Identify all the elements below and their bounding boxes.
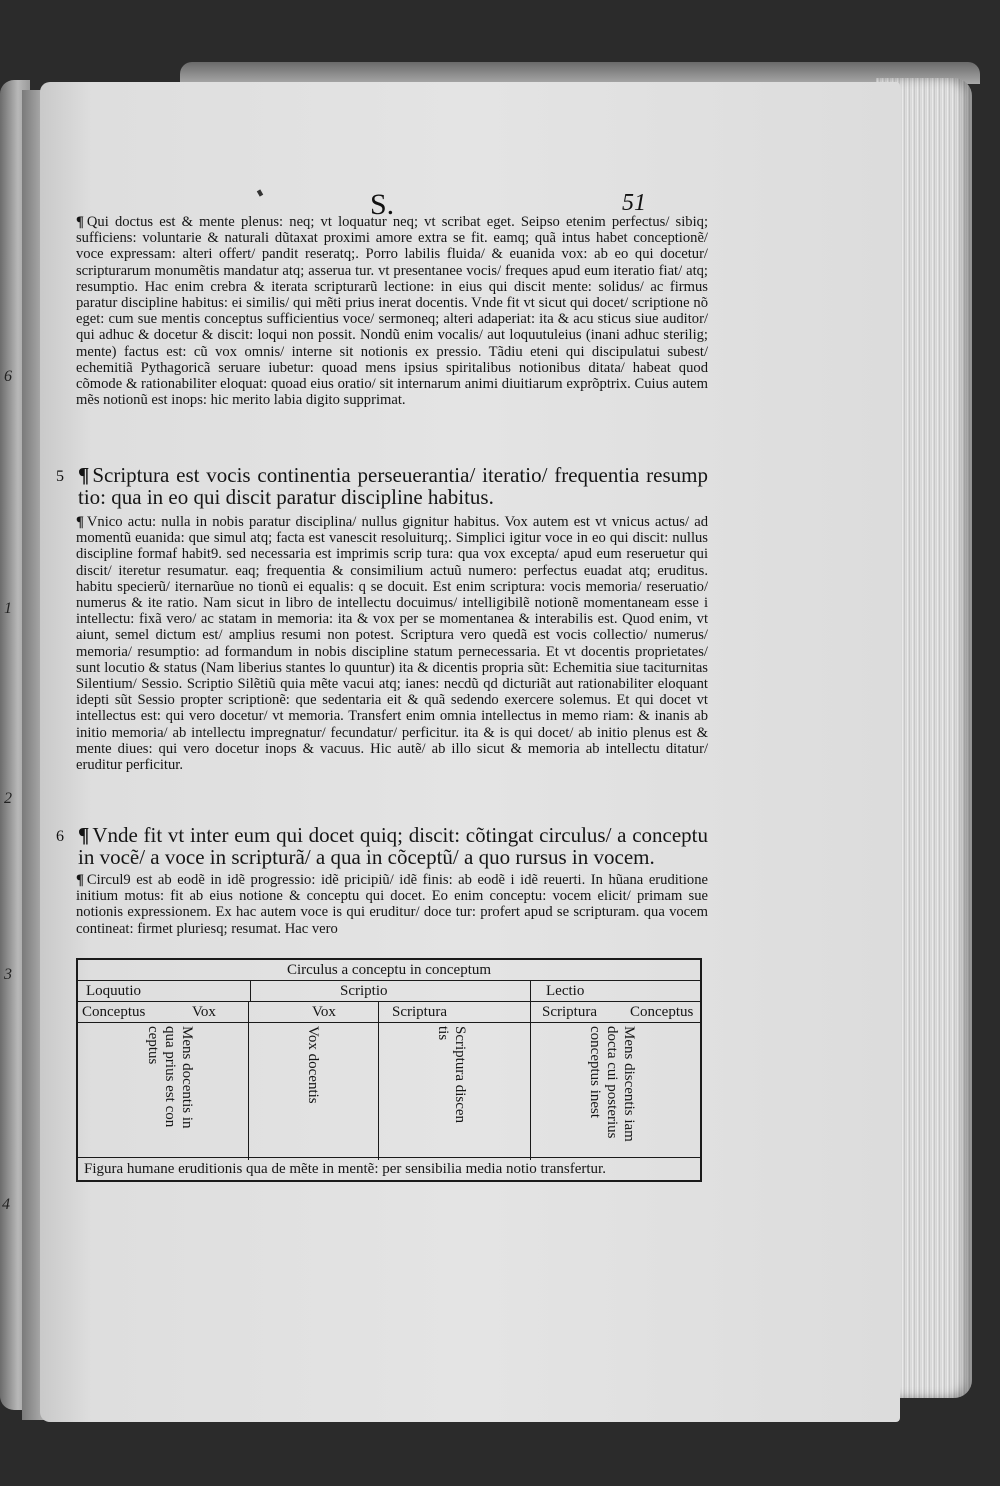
divider	[530, 1002, 531, 1160]
book-top-edge	[180, 62, 980, 84]
margin-number: 3	[4, 966, 12, 983]
paragraph-5	[76, 872, 708, 937]
paragraph-2-text: Scriptura est vocis continentia perseuerantia/ iteratio/ frequentia resump tio: qua in eo qui discit paratur discipline habitus.	[78, 463, 708, 509]
pilcrow-icon: ¶	[78, 463, 90, 487]
pilcrow-icon: ¶	[76, 872, 84, 888]
divider	[530, 981, 531, 1001]
margin-number: 2	[4, 790, 12, 807]
divider	[248, 1002, 249, 1160]
pilcrow-icon: ¶	[78, 823, 90, 847]
folio-number: 51	[622, 190, 646, 216]
group-scriptio: Scriptio	[340, 983, 388, 999]
paragraph-number: 5	[56, 468, 64, 485]
paragraph-4	[78, 824, 708, 868]
paragraph-1	[76, 214, 708, 408]
margin-number: 4	[2, 1196, 10, 1213]
running-head: S.	[370, 188, 395, 221]
vertical-text-mens-discentis: Mens discentis iam docta cui posterius conceptus inest	[587, 1026, 637, 1142]
column-vox: Vox	[192, 1004, 216, 1020]
pilcrow-icon: ¶	[76, 514, 84, 530]
figure-title: Circulus a conceptu in conceptum	[78, 960, 700, 981]
column-scriptura: Scriptura	[542, 1004, 597, 1020]
vertical-text-mens-docentis: Mens docentis in qua prius est con ceptus	[145, 1026, 195, 1129]
eruditio-circle-figure	[76, 958, 702, 1182]
paragraph-4-text: Vnde fit vt inter eum qui docet quiq; discit: cõtingat circulus/ a conceptu in vocẽ/ a voce in scripturã/ a qua in cõceptũ/ a quo rursus in vocem.	[78, 823, 708, 869]
column-conceptus: Conceptus	[82, 1004, 146, 1020]
figure-caption: Figura humane eruditionis qua de mẽte in mentẽ: per sensibilia media notio transfertur.	[78, 1157, 700, 1180]
paragraph-3-text: Vnico actu: nulla in nobis paratur disciplina/ nullus gignitur habitus. Vox autem est vt vnicus actus/ ad momentũ euanida: que simul atq; facta est vanescit resoluiturq;. Simplici igitur voce in eo qui discit: nullus discipline formaf habit9. sed necessaria est imprimis scrip tura: qua vox excepta/ apud eum reseruetur qui discit/ iteretur resumatur. eaq; frequentia & consimilium actuũ numero: perfectus euadat atq; eruditus. habitu specierũ/ iternarũue no tionũ ei equalis: q se docuit. Est enim scriptura: vocis memoria/ reseruatio/ numerus & ite ratio. Nam sicut in libro de intellectu docuimus/ intelligibilẽ notionẽ momentaneam esse i intellectu: fixã vero/ ac statam in memoria: ita & vox per se momentanea & interabilis est. Quod enim, vt aiunt, semel dictum est/ amplius resumi non potest. Scriptura vero quedã est vocis collectio/ numerus/ memoria/ resumptio: ad formandum in nobis discipline statum pernecessaria. Et vt docentis proprietates/ sunt locutio & status (Nam liberius stantes lo quuntur) ita & dicentis propria sũt: Echemitia siue taciturnitas Silentium/ Sessio. Scriptio Silẽtiũ quia mẽte vacui atq; ianes: necdũ qd dicturiãt aut rationabiliter eloquant idepti sũt Sessio propter scriptionẽ: que sedentaria eit & quã sedendo exercere solemus. Et qui docet vt intellectus est: qui vero docetur/ vt memoria. Transfert enim omnia intellectus in memo riam: & inanis ab initio memoria/ ab intellectu impregnatur/ fecundatur/ perficitur. ita & is qui docet/ ab initio plenus est & mente diues: qui vero docetur inops & vacuus. Hic autẽ/ ab illo sicut & memoria ab intellectu ditatur/ eruditur perficitur.	[76, 514, 708, 774]
column-vox: Vox	[312, 1004, 336, 1020]
column-scriptura: Scriptura	[392, 1004, 447, 1020]
divider	[378, 1002, 379, 1160]
vertical-text-vox-docentis: Vox docentis	[305, 1026, 321, 1104]
figure-group-row	[78, 981, 700, 1002]
paragraph-1-text: Qui doctus est & mente plenus: neq; vt loquatur neq; vt scribat eget. Seipso etenim perfectus/ sibiq; sufficiens: voluntarie & naturali dũtaxat proximi amore extra se fit. eamq; quã intus habet conceptionẽ/ voce expressam: alteri offert/ pandit reseratq;. Porro labilis fluida/ & euanida vox: ab eo qui docetur/ scripturarum monumẽtis mandatur atq; asserua tur. vt presentanee vocis/ freques apud eum iteratio fiat/ atq; resumptio. Hac enim crebra & iterata scripturarũ lectione: in eius qui discit mente: solidus/ ac firmus paratur discipline habitus: ei similis/ qui mẽti prius inerat docentis. Vnde fit vt sicut qui docet/ scriptione nõ eget: cum sue mentis conceptus sufficientius voce/ sermoneq; alteri adaperiat: ita & acu sticus siue auditor/ qui adhuc & docetur & discit: loqui non possit. Nondũ enim vocalis/ aut loquutuleius (inani adhuc sterilig; mente) factus est: cũ vox omnis/ interne sit notionis ex pressio. Tãdiu eteni qui discipulatui subest/ echemitiã Pythagoricã seruare iubetur: quoad mens ipsius spiritalibus notionibus ditata/ habeat quod cõmode & rationabiliter eloquat: quoad eius oratio/ sit internarum animi diuitiarum exprõptrix. Cuius autem mẽs notionũ est inops: hic merito labia digito supprimat.	[76, 214, 708, 409]
group-loquutio: Loquutio	[86, 983, 141, 999]
paragraph-number: 6	[56, 828, 64, 845]
paragraph-3	[76, 514, 708, 773]
vertical-text-scriptura-discentis: Scriptura discen tis	[435, 1026, 468, 1124]
pilcrow-icon: ¶	[76, 214, 84, 230]
figure-column-row	[78, 1002, 700, 1023]
margin-number: 1	[4, 600, 12, 617]
paragraph-5-text: Circul9 est ab eodẽ in idẽ progressio: idẽ pricipiũ/ idẽ finis: ab eodẽ i idẽ reuerti. In hũana eruditione initium motus: fit ab eius notione & conceptu qui docet. Eo enim conceptu: vocem elicit/ primam sue notionis expressionem. Ex hac autem voce is qui eruditur/ doce tur: profert apud se scripturam. qua vocem contineat: firmet pluriesq; resumat. Hac vero	[76, 872, 708, 937]
paragraph-2	[78, 464, 708, 508]
divider	[250, 981, 251, 1001]
group-lectio: Lectio	[546, 983, 585, 999]
margin-number: 6	[4, 368, 12, 385]
column-conceptus: Conceptus	[630, 1004, 694, 1020]
